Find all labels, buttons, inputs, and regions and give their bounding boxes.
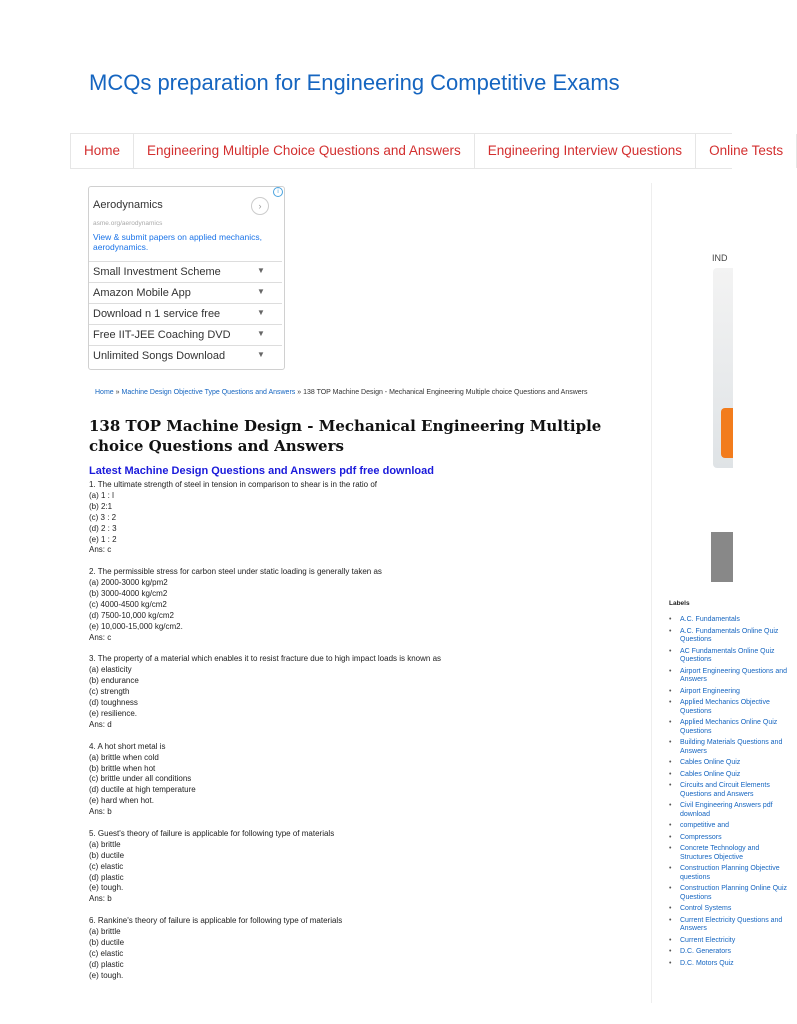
label-link[interactable]: • Airport Engineering: [669, 688, 790, 697]
label-link[interactable]: • Applied Mechanics Online Quiz Questions: [669, 719, 790, 736]
breadcrumb-section[interactable]: Machine Design Objective Type Questions and Answers: [121, 389, 296, 396]
labels-list: [669, 616, 788, 971]
answer: Ans: d: [89, 719, 112, 729]
label-link[interactable]: • Construction Planning Online Quiz Questions: [669, 885, 790, 902]
chevron-down-icon: ▼: [257, 350, 265, 359]
sidebar-ad-image-2[interactable]: [711, 532, 733, 582]
labels-title: Labels: [669, 600, 690, 607]
label-link[interactable]: • D.C. Generators: [669, 948, 790, 957]
answer: Ans: c: [89, 632, 112, 642]
arrow-right-icon[interactable]: ›: [251, 197, 269, 215]
ad-link[interactable]: Small Investment Scheme ▼: [89, 261, 282, 282]
chevron-down-icon: ▼: [257, 287, 265, 296]
question: 4. A hot short metal is (a) brittle when cold (b) brittle when hot (c) brittle under all conditions (d) ductile at high temperature (e) hard when hot. Ans: b: [89, 742, 649, 818]
breadcrumb-current: 138 TOP Machine Design - Mechanical Engineering Multiple choice Questions and Answers: [303, 389, 588, 396]
ad-link[interactable]: Unlimited Songs Download ▼: [89, 345, 282, 366]
label-link[interactable]: • Current Electricity Questions and Answers: [669, 917, 790, 934]
breadcrumb: Home » Machine Design Objective Type Questions and Answers » 138 TOP Machine Design - Mechanical Engineering Multiple choice Questions and Answers: [95, 389, 588, 396]
chevron-down-icon: ▼: [257, 308, 265, 317]
label-link[interactable]: • Construction Planning Objective questions: [669, 865, 790, 882]
ad-description[interactable]: View & submit papers on applied mechanics, aerodynamics.: [93, 232, 262, 252]
question: 6. Rankine's theory of failure is applicable for following type of materials (a) brittle (b) ductile (c) elastic (d) plastic (e) tough.: [89, 916, 343, 980]
answer: Ans: b: [89, 894, 112, 904]
sidebar-divider: [651, 183, 652, 1003]
question: 5. Guest's theory of failure is applicable for following type of materials (a) brittle (b) ductile (c) elastic (d) plastic (e) tough. Ans: b: [89, 829, 649, 905]
label-link[interactable]: • Compressors: [669, 834, 790, 843]
label-link[interactable]: • D.C. Motors Quiz: [669, 960, 790, 969]
sidebar-ad-text[interactable]: IND: [712, 253, 728, 263]
answer: Ans: c: [89, 545, 112, 555]
chevron-down-icon: ▼: [257, 329, 265, 338]
nav-interview-questions[interactable]: Engineering Interview Questions: [475, 134, 696, 168]
label-link[interactable]: • Current Electricity: [669, 937, 790, 946]
nav-online-tests[interactable]: Online Tests: [696, 134, 797, 168]
site-title[interactable]: MCQs preparation for Engineering Competitive Exams: [89, 70, 620, 95]
label-link[interactable]: • Concrete Technology and Structures Objective: [669, 845, 790, 862]
question: 2. The permissible stress for carbon steel under static loading is generally taken as (a) 2000-3000 kg/pm2 (b) 3000-4000 kg/cm2 (c) 4000-4500 kg/cm2 (d) 7500-10,000 kg/cm2 (e) 10,000-15,000 kg/cm2. Ans: c: [89, 567, 649, 643]
label-link[interactable]: • Building Materials Questions and Answers: [669, 739, 790, 756]
ad-link[interactable]: Download n 1 service free ▼: [89, 303, 282, 324]
nav-home[interactable]: Home: [70, 134, 134, 168]
ad-url[interactable]: asme.org/aerodynamics: [93, 220, 163, 227]
label-link[interactable]: • competitive and: [669, 822, 790, 831]
ad-choices-icon[interactable]: i: [273, 187, 283, 197]
ad-button[interactable]: [721, 408, 733, 458]
main-nav: [70, 133, 784, 169]
label-link[interactable]: • Control Systems: [669, 905, 790, 914]
question: 1. The ultimate strength of steel in tension in comparison to shear is in the ratio of (a) 1 : l (b) 2:1 (c) 3 : 2 (d) 2 : 3 (e) 1 : 2 Ans: c: [89, 480, 649, 556]
chevron-down-icon: ▼: [257, 266, 265, 275]
breadcrumb-home[interactable]: Home: [95, 389, 114, 396]
ad-title[interactable]: Aerodynamics: [93, 199, 163, 211]
post-subheading: Latest Machine Design Questions and Answers pdf free download: [89, 465, 434, 477]
nav-engineering-mcq[interactable]: Engineering Multiple Choice Questions and Answers: [134, 134, 475, 168]
label-link[interactable]: • Cables Online Quiz: [669, 759, 790, 768]
label-link[interactable]: • Applied Mechanics Objective Questions: [669, 699, 790, 716]
post-title: 138 TOP Machine Design - Mechanical Engineering Multiple choice Questions and Answers: [89, 417, 602, 455]
sidebar-ad-image[interactable]: [713, 268, 733, 468]
ad-link[interactable]: Amazon Mobile App ▼: [89, 282, 282, 303]
label-link[interactable]: • Airport Engineering Questions and Answers: [669, 668, 790, 685]
label-link[interactable]: • Cables Online Quiz: [669, 771, 790, 780]
answer: Ans: b: [89, 807, 112, 817]
label-link[interactable]: • AC Fundamentals Online Quiz Questions: [669, 648, 790, 665]
ad-block: [88, 186, 285, 370]
question: 3. The property of a material which enables it to resist fracture due to high impact loads is known as (a) elasticity (b) endurance (c) strength (d) toughness (e) resilience. Ans: d: [89, 654, 649, 730]
post-body: [89, 480, 649, 993]
label-link[interactable]: • A.C. Fundamentals Online Quiz Questions: [669, 628, 790, 645]
label-link[interactable]: • Circuits and Circuit Elements Questions and Answers: [669, 782, 790, 799]
label-link[interactable]: • A.C. Fundamentals: [669, 616, 790, 625]
label-link[interactable]: • Civil Engineering Answers pdf download: [669, 802, 790, 819]
ad-link[interactable]: Free IIT-JEE Coaching DVD ▼: [89, 324, 282, 345]
